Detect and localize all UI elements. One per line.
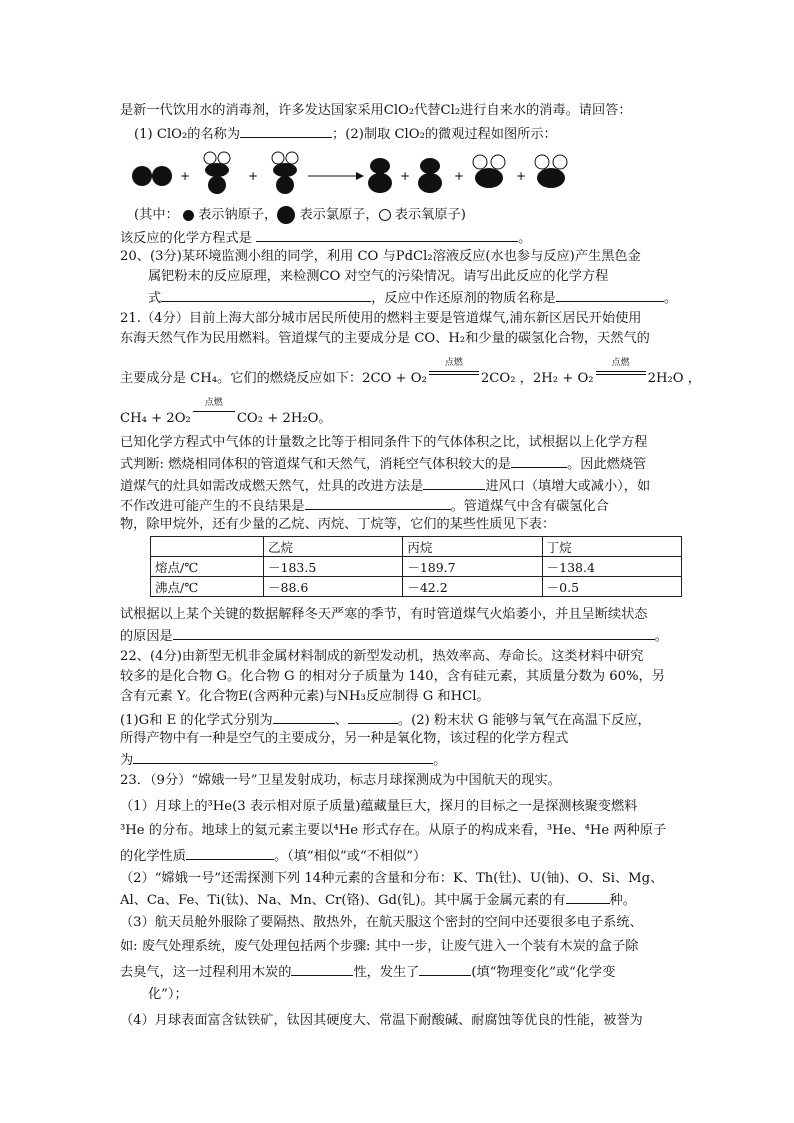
text-span: 。 [433,753,447,768]
blank[interactable] [240,124,332,138]
text-span: CO₂ + 2H₂O。 [236,411,332,426]
text-span: 表示氧原子) [394,207,466,223]
text-line [120,890,636,910]
text-span: (1) ClO₂的名称为 [134,127,241,142]
text-line: 物，除甲烷外，还有少量的乙烷、丙烷、丁烷等，它们的某些性质见下表： [120,517,556,532]
text-line [120,750,446,770]
text-line: 东海天然气作为民用燃料。管道煤气的主要成分是 CO、H₂和少量的碳氢化合物，天然气的 [120,331,650,346]
text-span: 的化学性质 [120,849,186,864]
text-line: 21.（4分）目前上海大部分城市居民所使用的燃料主要是管道煤气,浦东新区居民开始使用 [120,311,642,326]
table-cell: －0.5 [542,577,681,597]
text-line [134,124,557,144]
text-span: 进风口（填增大或减小），如 [485,479,651,494]
alkane-property-table [150,536,682,597]
text-line: 试根据以上某个关键的数据解释冬天严寒的季节，有时管道煤气火焰萎小，并且呈断续状态 [120,607,648,622]
text-line: 属钯粉末的反应原理，来检测CO 对空气的污染情况。请写出此反应的化学方程 [148,269,609,284]
equation-line [120,398,332,428]
plus-sign: + [248,169,259,183]
table-cell: －88.6 [264,577,403,597]
blank[interactable] [186,846,274,860]
table-cell: －189.7 [403,557,542,577]
text-line [148,288,677,308]
table-cell: 沸点/℃ [151,577,264,597]
molecule-naclo2-a [204,152,230,194]
plus-sign: + [400,169,411,183]
text-span: 2H₂O ， [647,371,701,386]
blank[interactable] [566,890,610,904]
equals-bar [596,371,646,375]
text-span: 去臭气，这一过程利用木炭的 [120,965,292,980]
blank[interactable] [256,228,518,242]
table-cell: 乙烷 [264,537,403,557]
table-cell: －138.4 [542,557,681,577]
molecule-naclo2-b [272,152,298,194]
table-cell [151,537,264,557]
text-line: 20、(3分)某环境监测小组的同学，利用 CO 与PdCl₂溶液反应(水也参与反应)产生黑色金 [120,249,641,264]
blank[interactable] [556,288,664,302]
text-span: 。管道煤气中含有碳氢化合 [450,499,609,514]
text-span: 性，发生了 [353,965,420,980]
text-line: 22、(4分)由新型无机非金属材料制成的新型发动机，热效率高、寿命长。这类材料中研究 [120,649,644,664]
table-row [151,577,682,597]
molecule-nacl-b [418,158,442,193]
blank[interactable] [273,710,335,724]
molecule-clo2-a [473,155,505,188]
text-span: Al、Ca、Fe、Ti(钛)、Na、Mn、Cr(铬)、Gd(钆)。其中属于金属元素的有 [120,893,566,908]
text-span: 式 [148,291,162,306]
text-line [120,476,650,496]
chlorine-atom-icon [277,206,295,224]
text-span: 为 [120,753,134,768]
reaction-condition [427,358,481,382]
table-cell: 丁烷 [542,537,681,557]
text-span: 。 [654,629,668,644]
text-line [120,496,609,516]
text-span: (其中： [134,207,179,223]
table-cell: －42.2 [403,577,542,597]
sodium-atom-icon [183,210,194,221]
equals-bar [429,371,479,375]
blank[interactable] [305,496,451,510]
plus-sign: + [516,169,527,183]
condition-label: 点燃 [204,398,223,408]
table-cell: 丙烷 [403,537,542,557]
arrow-head [356,172,364,180]
text-span: CH₄ + 2O₂ [120,411,191,426]
reaction-diagram [130,150,600,198]
blank[interactable] [291,962,353,976]
blank[interactable] [419,962,471,976]
text-span: 2CO₂ ，2H₂ + O₂ [480,371,594,386]
text-line: 化”）； [148,987,188,1002]
text-line: 是新一代饮用水的消毒剂，许多发达国家采用ClO₂代替Cl₂进行自来水的消毒。请回答： [120,103,632,118]
arrow-bar [193,411,235,412]
text-span: 表示钠原子， [198,207,278,223]
text-line [120,228,531,248]
table-cell: 熔点/℃ [151,557,264,577]
text-line: 含有元素 Y。化合物E(含两种元素)与NH₃反应制得 G 和HCl。 [120,689,490,704]
text-span: 。 [663,291,677,306]
blank[interactable] [423,476,485,490]
molecule-cl2 [132,166,172,186]
text-line: 23．（9分）“嫦娥一号”卫星发射成功，标志月球探测成为中国航天的现实。 [120,773,561,788]
text-line: （2）“嫦娥一号”还需探测下列 14种元素的含量和分布：K、Th(钍)、U(铀)、O、Si、Mg、 [120,871,664,886]
text-line: 所得产物中有一种是空气的主要成分，另一种是氧化物，该过程的化学方程式 [120,731,569,746]
text-line [120,626,668,646]
condition-label: 点燃 [611,358,630,368]
equation-line [120,358,701,388]
oxygen-atom-icon [379,209,391,221]
reaction-condition [594,358,648,382]
text-line [120,710,651,730]
plus-sign: + [454,169,465,183]
text-line: （3）航天员舱外服除了要隔热、散热外，在航天服这个密封的空间中还要很多电子系统、 [120,915,643,930]
text-line: （1）月球上的³He(3 表示相对原子质量)蕴藏量巨大，探月的目标之一是探测核聚变燃料 [120,799,638,814]
text-line: ³He 的分布。地球上的氦元素主要以⁴He 形式存在。从原子的构成来看，³He、⁴He 两种原子 [120,823,667,838]
text-line: 如: 废气处理系统，废气处理包括两个步骤: 其中一步，让废气进入一个装有木炭的盒子除 [120,939,639,954]
text-line [120,846,426,866]
text-line [120,454,646,474]
text-span: 不作改进可能产生的不良结果是 [120,499,305,514]
text-line: （4）月球表面富含钛铁矿，钛因其硬度大、常温下耐酸碱、耐腐蚀等优良的性能，被誉为 [120,1013,643,1028]
blank[interactable] [511,454,567,468]
table-cell: －183.5 [264,557,403,577]
text-span: 。因此燃烧管 [567,457,647,472]
text-span: 的原因是 [120,629,173,644]
text-span: (填“物理变化”或“化学变 [471,965,616,980]
table-header-row [151,537,682,557]
text-line [120,962,615,982]
text-span: ，反应中作还原剂的物质名称是 [371,291,556,306]
text-span: ；(2)制取 ClO₂的微观过程如图所示： [332,127,557,142]
text-span: 该反应的化学方程式是 [120,231,252,246]
text-span: (1)G和 E 的化学式分别为 [120,713,273,728]
text-span: 种。 [609,893,636,908]
text-span: 、 [334,713,348,728]
text-line: 已知化学方程式中气体的计量数之比等于相同条件下的气体体积之比，试根据以上化学方程 [120,435,648,450]
text-span: 道煤气的灶具如需改成燃天然气，灶具的改进方法是 [120,479,424,494]
text-span: 。（填“相似”或“不相似”） [273,849,427,864]
blank[interactable] [348,710,398,724]
text-span: 。 [518,231,532,246]
condition-label: 点燃 [444,358,463,368]
text-span: 主要成分是 CH₄。它们的燃烧反应如下：2CO + O₂ [120,371,427,386]
blank[interactable] [173,626,655,640]
text-span: 表示氯原子， [299,207,379,223]
blank[interactable] [133,750,433,764]
text-span: 式判断: 燃烧相同体积的管道煤气和天然气，消耗空气体积较大的是 [120,457,512,472]
blank[interactable] [161,288,371,302]
table-row [151,557,682,577]
text-span: 。(2) 粉末状 G 能够与氧气在高温下反应， [397,713,651,728]
legend-line [134,206,466,225]
molecule-nacl-a [368,158,392,193]
reaction-condition [191,398,237,422]
molecule-clo2-b [535,155,567,188]
plus-sign: + [180,169,191,183]
text-line: 较多的是化合物 G。化合物 G 的相对分子质量为 140，含有硅元素，其质量分数为 60%，另 [120,669,665,684]
